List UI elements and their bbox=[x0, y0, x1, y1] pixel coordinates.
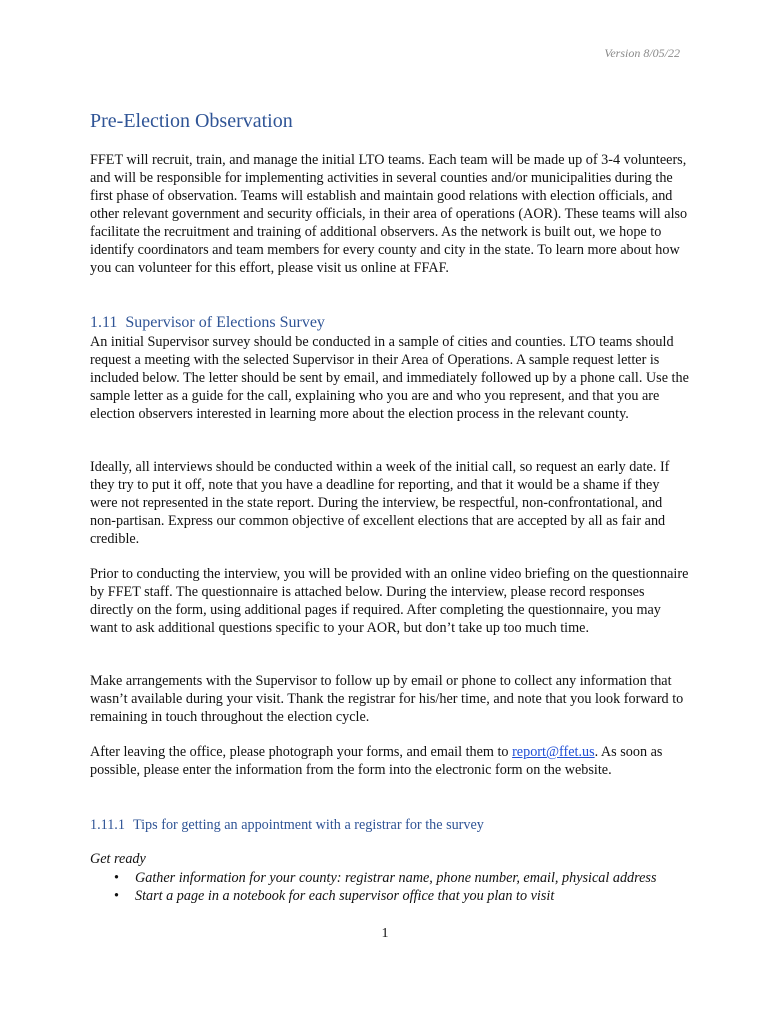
survey-paragraph-2: Ideally, all interviews should be conducted within a week of the initial call, so request an early date. If they try to put it off, note that you have a deadline for reporting, and that it would be a shame if they were not represented in the state report. During the interview, be respectful, non-confrontational, and non-partisan. Express our common objective of excellent elections that are accepted by all as fair and credible. bbox=[90, 459, 670, 547]
email-link[interactable]: report@ffet.us bbox=[512, 744, 595, 760]
list-item bbox=[90, 887, 690, 905]
bullet-icon: • bbox=[114, 888, 119, 904]
list-item-text: Gather information for your county: registrar name, phone number, email, physical address bbox=[135, 870, 657, 886]
subsubsection-heading bbox=[90, 817, 484, 834]
subsubsection-title: Tips for getting an appointment with a registrar for the survey bbox=[132, 817, 484, 833]
subsection-title: Supervisor of Elections Survey bbox=[125, 314, 325, 331]
get-ready-label: Get ready bbox=[90, 851, 146, 867]
page-number: 1 bbox=[381, 926, 389, 941]
survey-paragraph-1: An initial Supervisor survey should be conducted in a sample of cities and counties. LTO teams should request a meeting with the selected Supervisor in their Area of Operations. A sample request letter is included below. The letter should be sent by email, and immediately followed up by a phone call. Use the sample letter as a guide for the call, explaining who you are and who you represent, and that you are election observers interested in learning more about the election process in the relevant county. bbox=[90, 334, 689, 422]
subsection-number: 1.11 bbox=[90, 314, 118, 331]
subsubsection-number: 1.11.1 bbox=[90, 817, 125, 833]
survey-paragraph-4: Make arrangements with the Supervisor to follow up by email or phone to collect any information that wasn’t available during your visit. Thank the registrar for his/her time, and note that you look forward to remaining in touch throughout the election cycle. bbox=[90, 673, 684, 725]
tips-list bbox=[90, 869, 690, 905]
subsection-heading bbox=[90, 314, 325, 332]
paragraph-text-end: . As soon as possible, please enter the information from the form into the electronic form on the website. bbox=[90, 744, 663, 778]
bullet-icon: • bbox=[114, 870, 119, 886]
survey-paragraph-3: Prior to conducting the interview, you will be provided with an online video briefing on the questionnaire by FFET staff. The questionnaire is attached below. During the interview, please record responses directly on the form, using additional pages if required. After completing the questionnaire, you may want to ask additional questions specific to your AOR, but don’t take up too much time. bbox=[90, 566, 689, 636]
paragraph-text: After leaving the office, please photograph your forms, and email them to bbox=[90, 744, 513, 760]
survey-paragraph-5 bbox=[90, 743, 690, 779]
version-label: Version 8/05/22 bbox=[604, 46, 680, 60]
section-title: Pre-Election Observation bbox=[90, 110, 293, 132]
list-item-text: Start a page in a notebook for each supervisor office that you plan to visit bbox=[135, 888, 555, 904]
intro-paragraph: FFET will recruit, train, and manage the initial LTO teams. Each team will be made up of 3-4 volunteers, and will be responsible for implementing activities in several counties and/or municipalities during the first phase of observation. Teams will establish and maintain good relations with election officials, and other relevant government and security officials, in their area of operations (AOR). These teams will also facilitate the recruitment and training of additional observers. As the network is built out, we hope to identify coordinators and team members for every county and city in the state. To learn more about how you can volunteer for this effort, please visit us online at FFAF. bbox=[90, 152, 688, 276]
list-item bbox=[90, 869, 690, 887]
